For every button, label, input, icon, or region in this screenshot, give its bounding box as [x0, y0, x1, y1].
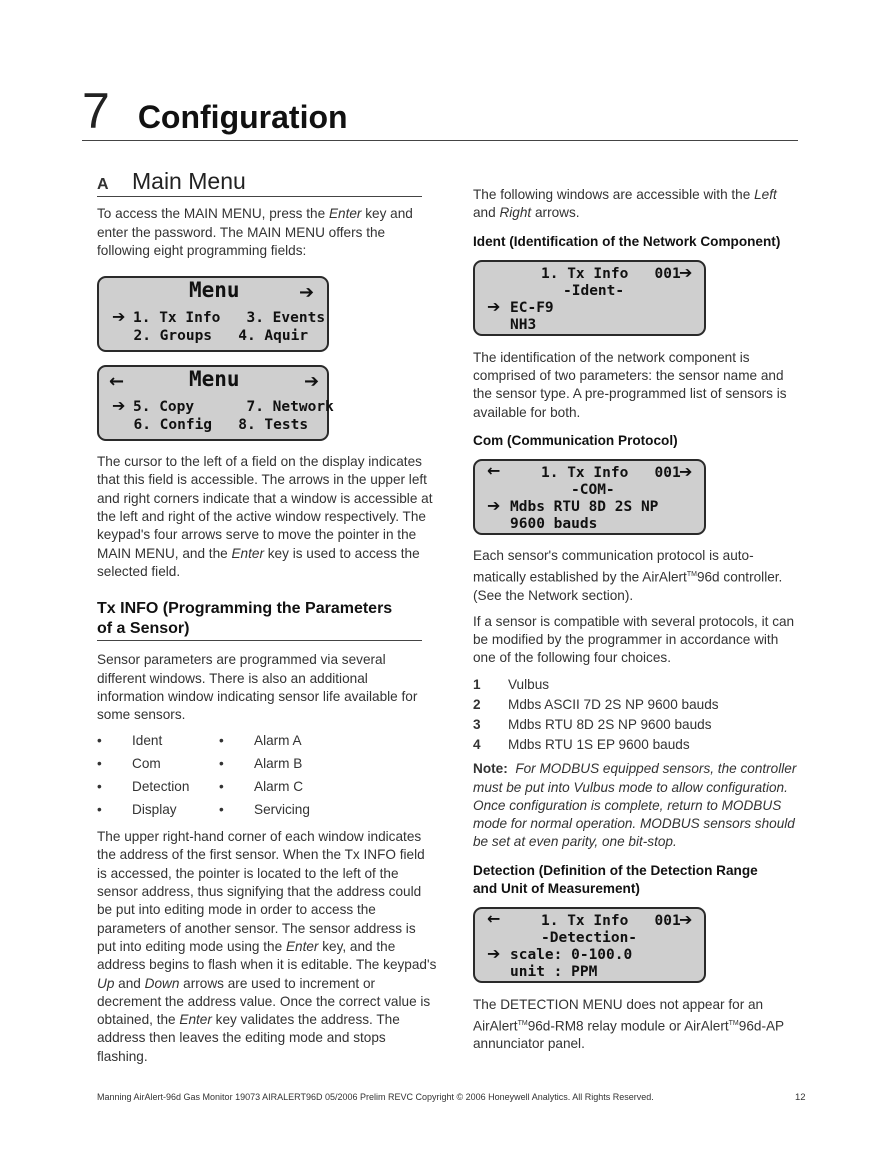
- lcd-line: -Detection-: [541, 930, 638, 947]
- list-item: • Alarm B: [219, 756, 303, 772]
- address-paragraph: The upper right-hand corner of each window indicates the address of the first sensor. When the Tx INFO field is accessed, the pointer is located to the left of the sensor address, thus signifying that the address could be put into editing mode in order to access the parameters of another sensor. The sensor address is put into editing mode using the Enter key, and the address begins to flash when it is editable. The keypad's Up and Down arrows are used to increment or decrement the address value. Once the correct value is obtained, the Enter key validates the address. The address then leaves the editing mode and stops flashing.: [97, 829, 437, 1064]
- lcd-right-arrow-icon: ➔: [299, 282, 315, 304]
- lcd-menu-1: [97, 276, 329, 352]
- windows-paragraph: The following windows are accessible with the Left and Right arrows.: [473, 187, 777, 221]
- section-heading: [97, 168, 422, 197]
- lcd-line: unit : PPM: [510, 964, 598, 981]
- chapter-divider: [82, 140, 798, 141]
- section-title: Main Menu: [132, 168, 246, 194]
- parameter-bullet-list: [97, 732, 437, 819]
- lcd-left-arrow-icon: ←: [487, 461, 501, 481]
- lcd-line: 1. Tx Info 001: [541, 465, 681, 482]
- lcd-line: 9600 bauds: [510, 516, 598, 533]
- lcd-line: -Ident-: [563, 282, 625, 299]
- list-item: 3 Mdbs RTU 8D 2S NP 9600 bauds: [473, 716, 712, 732]
- list-item: 2 Mdbs ASCII 7D 2S NP 9600 bauds: [473, 696, 719, 712]
- lcd-right-arrow-icon: ➔: [679, 262, 693, 282]
- page-number: 12: [795, 1092, 806, 1103]
- txinfo-heading: Tx INFO (Programming the Parameters of a Sensor): [97, 599, 422, 641]
- lcd-pointer-icon: ➔: [112, 396, 126, 416]
- list-item: • Detection: [97, 779, 190, 795]
- lcd-menu-2: [97, 365, 334, 441]
- lcd-pointer-icon: ➔: [112, 307, 126, 327]
- chapter-header: [82, 82, 348, 140]
- intro-paragraph: To access the MAIN MENU, press the Enter key and enter the password. The MAIN MENU offers the following eight programming fields:: [97, 206, 413, 258]
- right-column: [473, 186, 803, 1054]
- lcd-menu-title: Menu: [189, 367, 240, 392]
- lcd-pointer-icon: ➔: [487, 296, 501, 316]
- lcd-detection: [473, 907, 706, 983]
- lcd-left-arrow-icon: ←: [487, 909, 501, 929]
- list-item: • Alarm C: [219, 779, 304, 795]
- lcd-line: 1. Tx Info 001: [541, 265, 681, 282]
- lcd-line: 5. Copy 7. Network: [133, 399, 334, 416]
- lcd-com: [473, 459, 706, 535]
- lcd-line: 2. Groups 4. Aquir: [116, 328, 309, 345]
- chapter-number: 7: [82, 83, 110, 139]
- list-item: 4 Mdbs RTU 1S EP 9600 bauds: [473, 736, 690, 752]
- lcd-right-arrow-icon: ➔: [679, 462, 693, 482]
- lcd-line: 6. Config 8. Tests: [116, 417, 309, 434]
- ident-heading: Ident (Identification of the Network Component): [473, 233, 781, 249]
- ident-paragraph: The identification of the network component is comprised of two parameters: the sensor name and the sensor type. A pre-programmed list of sensors is available for both.: [473, 349, 787, 420]
- chapter-title: Configuration: [137, 99, 348, 135]
- lcd-ident: [473, 260, 706, 336]
- section-letter: A: [97, 176, 109, 193]
- left-column: [97, 168, 437, 1066]
- modbus-note: Note: For MODBUS equipped sensors, the controller must be put into Vulbus mode to allow configuration. Once configuration is complete, return to MODBUS mode for normal operation. MODBUS sensors should be set at even parity, one bit-stop.: [473, 761, 797, 850]
- lcd-line: 1. Tx Info 001: [541, 913, 681, 930]
- lcd-line: NH3: [510, 316, 537, 333]
- sensor-params-paragraph: Sensor parameters are programmed via several different windows. There is also an additional information window indicating sensor life available for some sensors.: [97, 652, 418, 723]
- lcd-right-arrow-icon: ➔: [679, 910, 693, 930]
- list-item: • Display: [97, 801, 177, 817]
- cursor-paragraph: The cursor to the left of a field on the display indicates that this field is accessible. The arrows in the upper left and right corners indicate that a window is accessible at the left and right of the active window respectively. The keypad's four arrows serve to move the pointer in the MAIN MENU, and the Enter key is used to access the selected field.: [97, 454, 433, 579]
- lcd-pointer-icon: ➔: [487, 496, 501, 516]
- lcd-line: scale: 0-100.0: [510, 947, 633, 964]
- com-heading: Com (Communication Protocol): [473, 433, 678, 449]
- lcd-line: 1. Tx Info 3. Events: [133, 310, 326, 327]
- list-item: • Ident: [97, 733, 163, 749]
- detection-paragraph: The DETECTION MENU does not appear for an AirAlert™96d-RM8 relay module or AirAlert™96d-AP annunciator panel.: [473, 997, 784, 1052]
- protocol-list: [473, 676, 803, 755]
- lcd-right-arrow-icon: ➔: [304, 371, 320, 393]
- list-item: • Servicing: [219, 801, 310, 817]
- list-item: 1 Vulbus: [473, 676, 550, 692]
- page-footer: Manning AirAlert-96d Gas Monitor 19073 AIRALERT96D 05/2006 Prelim REVC Copyright © 2006 Honeywell Analytics. All Rights Reserved.: [97, 1092, 654, 1102]
- lcd-menu-title: Menu: [189, 278, 240, 303]
- lcd-left-arrow-icon: ←: [109, 371, 125, 393]
- list-item: • Alarm A: [219, 733, 302, 749]
- com-paragraph: Each sensor's communication protocol is auto-matically established by the AirAlert™96d controller. (See the Network section).: [473, 548, 783, 603]
- protocol-paragraph: If a sensor is compatible with several protocols, it can be modified by the programmer in accordance with one of the following four choices.: [473, 613, 795, 666]
- lcd-line: -COM-: [571, 482, 615, 499]
- lcd-pointer-icon: ➔: [487, 944, 501, 964]
- lcd-line: EC-F9: [510, 299, 554, 316]
- detection-heading: Detection (Definition of the Detection Range and Unit of Measurement): [473, 862, 758, 897]
- lcd-line: Mdbs RTU 8D 2S NP: [510, 499, 659, 516]
- list-item: • Com: [97, 756, 161, 772]
